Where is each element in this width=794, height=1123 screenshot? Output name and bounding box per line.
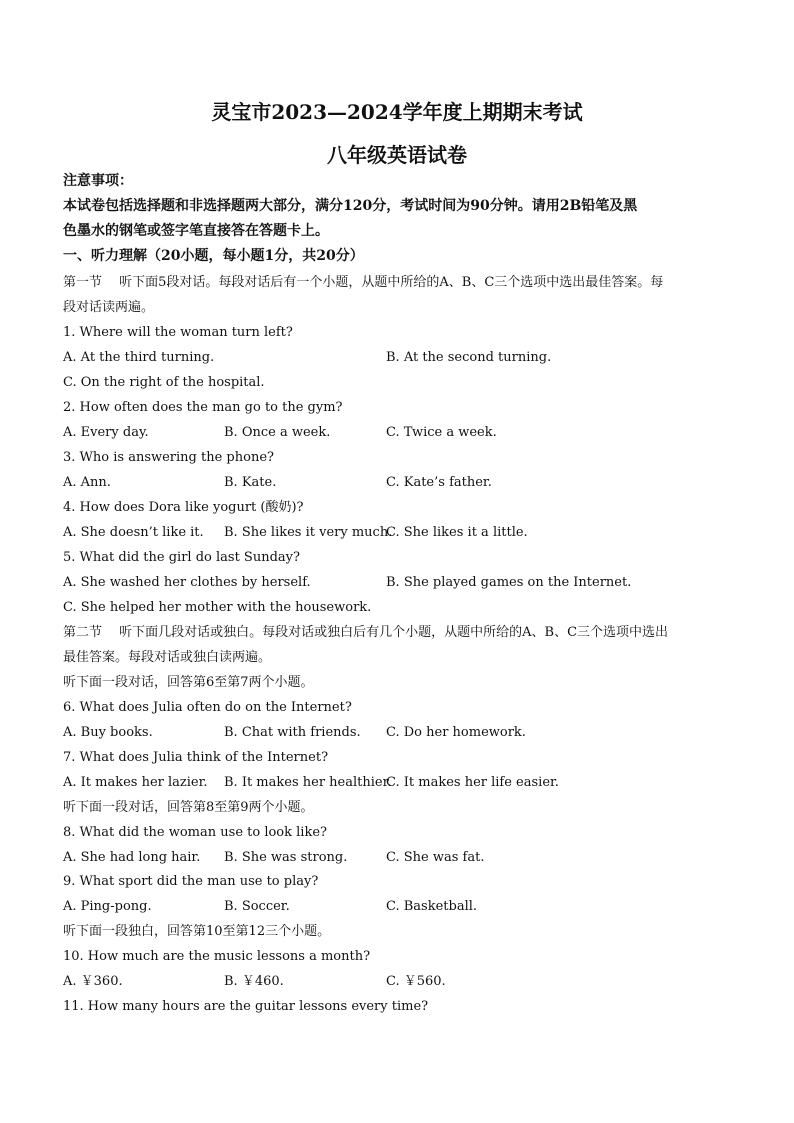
question-stem: 10. How much are the music lessons a month? — [63, 949, 371, 964]
option-b: B. Soccer. — [224, 899, 290, 914]
part1-instruction-1: 第一节 听下面5段对话。每段对话后有一个小题，从题中所给的A、B、C三个选项中选出最佳答案。每 — [63, 275, 664, 290]
part2-instruction-2: 最佳答案。每段对话或独白读两遍。 — [63, 650, 272, 665]
option-a: A. It makes her lazier. — [63, 775, 208, 790]
option-a: A. ￥360. — [63, 974, 123, 989]
question-stem: 1. Where will the woman turn left? — [63, 325, 293, 340]
notice-line-1: 本试卷包括选择题和非选择题两大部分，满分120分，考试时间为90分钟。请用2B铅笔及黑 — [63, 198, 638, 214]
option-b: B. ￥460. — [224, 974, 284, 989]
option-c: C. Kate’s father. — [386, 475, 492, 490]
option-a: A. Every day. — [63, 425, 149, 440]
option-c: C. Basketball. — [386, 899, 478, 914]
option-a: A. At the third turning. — [63, 350, 215, 365]
question-stem: 4. How does Dora like yogurt (酸奶)? — [63, 500, 304, 515]
option-b: B. She played games on the Internet. — [386, 575, 632, 590]
option-a: A. She washed her clothes by herself. — [63, 575, 311, 590]
option-c: C. ￥560. — [386, 974, 446, 989]
section-heading: 一、听力理解（20小题，每小题1分，共20分） — [63, 248, 364, 264]
part2-instruction-1: 第二节 听下面几段对话或独白。每段对话或独白后有几个小题，从题中所给的A、B、C三个选项中选出 — [63, 625, 669, 640]
option-c: C. Twice a week. — [386, 425, 497, 440]
notice-line-2: 色墨水的钢笔或签字笔直接答在答题卡上。 — [63, 223, 329, 239]
option-a: A. Ping-pong. — [63, 899, 152, 914]
question-stem: 9. What sport did the man use to play? — [63, 874, 319, 889]
option-c: C. She likes it a little. — [386, 525, 528, 540]
option-a: A. Buy books. — [63, 725, 153, 740]
dialog-instruction: 听下面一段对话，回答第8至第9两个小题。 — [63, 800, 314, 815]
option-b: B. She was strong. — [224, 850, 348, 865]
question-stem: 7. What does Julia think of the Internet? — [63, 750, 329, 765]
option-b: B. At the second turning. — [386, 350, 552, 365]
option-a: A. She had long hair. — [63, 850, 201, 865]
option-a: A. Ann. — [63, 475, 111, 490]
dialog-instruction: 听下面一段对话，回答第6至第7两个小题。 — [63, 675, 314, 690]
option-c: C. On the right of the hospital. — [63, 375, 265, 390]
option-b: B. It makes her healthier. — [224, 775, 392, 790]
exam-title: 灵宝市2023—2024学年度上期期末考试 — [211, 100, 583, 124]
question-stem: 5. What did the girl do last Sunday? — [63, 550, 300, 565]
monologue-instruction: 听下面一段独白，回答第10至第12三个小题。 — [63, 924, 331, 939]
option-c: C. She was fat. — [386, 850, 485, 865]
question-stem: 2. How often does the man go to the gym? — [63, 400, 343, 415]
option-b: B. She likes it very much. — [224, 525, 393, 540]
option-b: B. Once a week. — [224, 425, 331, 440]
question-stem: 11. How many hours are the guitar lessons every time? — [63, 999, 429, 1014]
option-c: C. She helped her mother with the housework. — [63, 600, 372, 615]
option-b: B. Kate. — [224, 475, 277, 490]
question-stem: 6. What does Julia often do on the Internet? — [63, 700, 352, 715]
notice-label: 注意事项： — [63, 173, 133, 189]
option-c: C. It makes her life easier. — [386, 775, 559, 790]
question-stem: 3. Who is answering the phone? — [63, 450, 274, 465]
exam-subtitle: 八年级英语试卷 — [327, 143, 467, 167]
option-c: C. Do her homework. — [386, 725, 526, 740]
option-a: A. She doesn’t like it. — [63, 525, 204, 540]
question-stem: 8. What did the woman use to look like? — [63, 825, 327, 840]
option-b: B. Chat with friends. — [224, 725, 361, 740]
part1-instruction-2: 段对话读两遍。 — [63, 300, 155, 315]
